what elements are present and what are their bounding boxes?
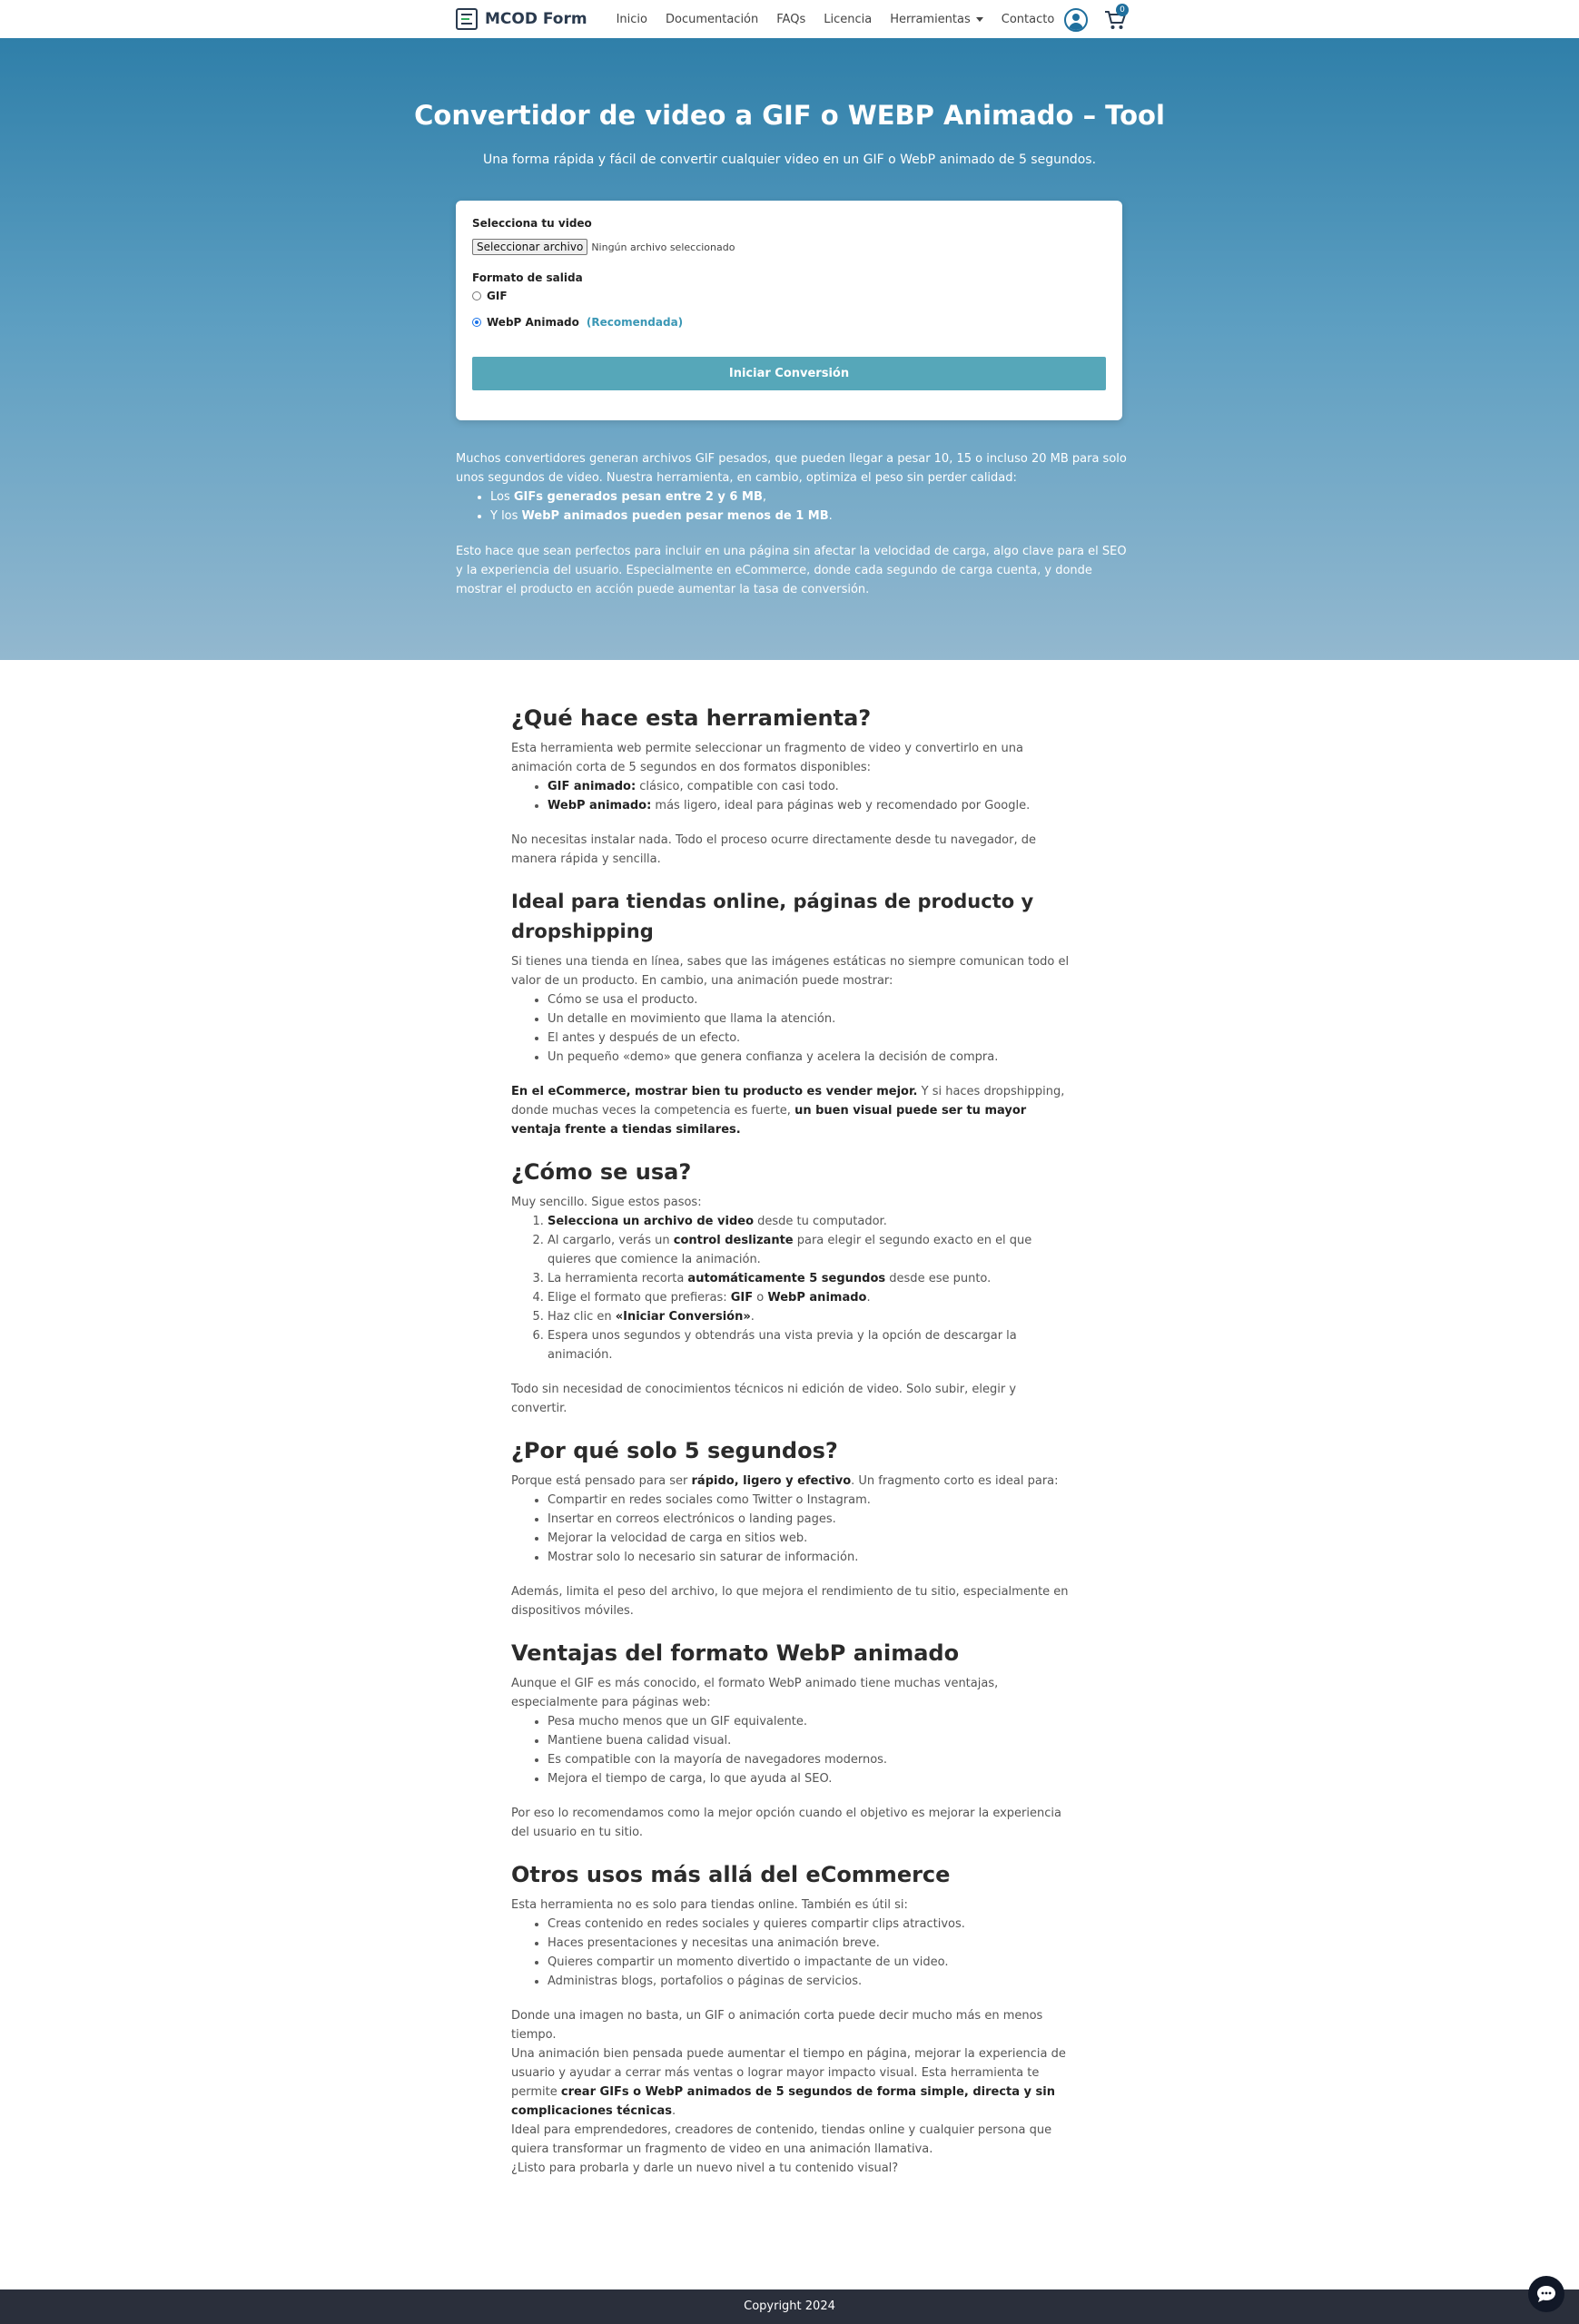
list-item: 4. Elige el formato que prefieras: GIF o WebP animado. [548,1288,1074,1307]
section-heading: ¿Qué hace esta herramienta? [511,705,872,731]
brand-logo[interactable] [456,8,587,30]
paragraph: Aunque el GIF es más conocido, el formato WebP animado tiene muchas ventajas, especialmente para páginas web: [511,1677,999,1709]
paragraph: Si tienes una tienda en línea, sabes que las imágenes estáticas no siempre comunican todo el valor de un producto. En cambio, una animación puede mostrar: [511,955,1070,988]
recommended-note: (Recomendada) [586,316,684,329]
paragraph: Esta herramienta web permite seleccionar un fragmento de video y convertirlo en una animación corta de 5 segundos en dos formatos disponibles: [511,742,1023,774]
paragraph: No necesitas instalar nada. Todo el proceso ocurre directamente desde tu navegador, de manera rápida y sencilla. [511,833,1036,866]
format-list [548,777,1074,815]
paragraph: En el eCommerce, mostrar bien tu producto es vender mejor. Y si haces dropshipping, donde muchas veces la competencia es fuerte, un buen visual puede ser tu mayor ventaja frente a tiendas similares. [511,1085,1065,1137]
hero-paragraph-1: Muchos convertidores generan archivos GIF pesados, que pueden llegar a pesar 10, 15 o incluso 20 MB para solo unos segundos de video. Nuestra herramienta, en cambio, optimiza el peso sin perder calidad: [456,452,1127,485]
format-option-webp[interactable] [472,316,683,329]
weight-list [490,487,1128,526]
reasons-list [548,1491,1074,1567]
list-item: • Mejora el tiempo de carga, lo que ayuda al SEO. [548,1769,1074,1788]
nav-item-herramientas[interactable] [890,13,983,26]
list-item: • El antes y después de un efecto. [548,1029,1074,1048]
chat-button[interactable] [1528,2276,1564,2312]
paragraph: Ideal para emprendedores, creadores de contenido, tiendas online y cualquier persona que quiera transformar un fragmento de video en una animación llamativa. [511,2123,1052,2156]
list-item: • Mostrar solo lo necesario sin saturar de información. [548,1548,1074,1567]
list-item: • Administras blogs, portafolios o páginas de servicios. [548,1972,1074,1991]
section-heading: Ideal para tiendas online, páginas de producto y dropshipping [511,891,1034,942]
conversion-form-card [456,201,1122,420]
webp-radio[interactable] [472,318,481,327]
list-item: 1. Selecciona un archivo de video desde tu computador. [548,1212,1074,1231]
list-item: • Quieres compartir un momento divertido o impactante de un video. [548,1953,1074,1972]
user-account-icon[interactable] [1064,8,1088,32]
paragraph: Por eso lo recomendamos como la mejor opción cuando el objetivo es mejorar la experiencia del usuario en tu sitio. [511,1807,1061,1839]
cart-count-badge: 0 [1116,4,1129,16]
list-item: • Creas contenido en redes sociales y quieres compartir clips atractivos. [548,1915,1074,1934]
start-conversion-button[interactable]: Iniciar Conversión [472,357,1106,390]
paragraph: Esta herramienta no es solo para tiendas online. También es útil si: [511,1898,908,1912]
hero-intro [456,449,1128,526]
nav-item-herramientas-label: Herramientas [890,12,971,26]
benefit-list [548,990,1074,1067]
brand-name: MCOD Form [485,10,587,28]
nav-item-faqs[interactable]: FAQs [776,12,806,26]
paragraph: Además, limita el peso del archivo, lo que mejora el rendimiento de tu sitio, especialmente en dispositivos móviles. [511,1585,1069,1618]
file-input [472,239,735,255]
page-subtitle: Una forma rápida y fácil de convertir cualquier video en un GIF o WebP animado de 5 segundos. [482,153,1097,167]
nav-item-documentacion[interactable]: Documentación [665,12,759,26]
nav-item-inicio[interactable]: Inicio [616,12,647,26]
list-item: • Insertar en correos electrónicos o landing pages. [548,1510,1074,1529]
section-heading: Ventajas del formato WebP animado [511,1640,960,1666]
format-option-gif[interactable] [472,290,508,302]
list-item: • Mantiene buena calidad visual. [548,1731,1074,1750]
chat-bubble-icon [1535,2284,1557,2304]
video-label: Selecciona tu video [472,217,592,230]
list-item: • Y los WebP animados pueden pesar menos de 1 MB. [490,507,1128,526]
page-title: Convertidor de video a GIF o WEBP Animado – Tool [414,100,1165,131]
list-item: • GIF animado: clásico, compatible con casi todo. [548,777,1074,796]
list-item: • Cómo se usa el producto. [548,990,1074,1009]
list-item: • Mejorar la velocidad de carga en sitios web. [548,1529,1074,1548]
list-item: 2. Al cargarlo, verás un control deslizante para elegir el segundo exacto en el que quieres que comience la animación. [548,1231,1074,1269]
list-item: • Haces presentaciones y necesitas una animación breve. [548,1934,1074,1953]
logo-icon [456,8,478,30]
file-status-text: Ningún archivo seleccionado [591,241,735,253]
top-navigation [0,0,1579,38]
paragraph: Porque está pensado para ser rápido, ligero y efectivo. Un fragmento corto es ideal para: [511,1474,1059,1488]
uses-list [548,1915,1074,1991]
paragraph: Todo sin necesidad de conocimientos técnicos ni edición de video. Solo subir, elegir y convertir. [511,1383,1017,1415]
list-item: 3. La herramienta recorta automáticamente 5 segundos desde ese punto. [548,1269,1074,1288]
copyright-text: Copyright 2024 [744,2299,835,2313]
list-item: • Compartir en redes sociales como Twitter o Instagram. [548,1491,1074,1510]
nav-item-contacto[interactable]: Contacto [1001,12,1055,26]
advantages-list [548,1712,1074,1788]
list-item: • Es compatible con la mayoría de navegadores modernos. [548,1750,1074,1769]
list-item: 6. Espera unos segundos y obtendrás una vista previa y la opción de descargar la animación. [548,1326,1074,1364]
main-menu [617,13,1073,26]
list-item: • WebP animado: más ligero, ideal para páginas web y recomendado por Google. [548,796,1074,815]
section-heading: ¿Cómo se usa? [511,1159,692,1185]
nav-item-licencia[interactable]: Licencia [824,12,873,26]
gif-option-label: GIF [487,290,508,302]
gif-radio[interactable] [472,291,481,300]
paragraph: Donde una imagen no basta, un GIF o animación corta puede decir mucho más en menos tiempo. [511,2009,1043,2042]
list-item: • Pesa mucho menos que un GIF equivalente. [548,1712,1074,1731]
webp-option-label: WebP Animado [487,316,579,329]
paragraph: ¿Listo para probarla y darle un nuevo nivel a tu contenido visual? [511,2162,899,2175]
list-item: 5. Haz clic en «Iniciar Conversión». [548,1307,1074,1326]
hero-paragraph-2: Esto hace que sean perfectos para incluir en una página sin afectar la velocidad de carga, algo clave para el SEO y la experiencia del usuario. Especialmente en eCommerce, donde cada segundo de carga cuenta, y donde mostrar el producto en acción puede aumentar la tasa de conversión. [456,545,1127,596]
steps-list [548,1212,1074,1364]
select-file-button[interactable]: Seleccionar archivo [472,239,587,255]
nav-container [456,0,1128,38]
chevron-down-icon [976,17,983,22]
hero-section [0,38,1579,660]
list-item: • Un detalle en movimiento que llama la atención. [548,1009,1074,1029]
section-heading: Otros usos más allá del eCommerce [511,1862,951,1887]
list-item: • Un pequeño «demo» que genera confianza y acelera la decisión de compra. [548,1048,1074,1067]
article-content [511,704,1074,2178]
section-heading: ¿Por qué solo 5 segundos? [511,1438,838,1463]
paragraph: Una animación bien pensada puede aumentar el tiempo en página, mejorar la experiencia de usuario y ayudar a cerrar más ventas o lograr mayor impacto visual. Esta herramienta te permite crear GIFs o WebP animados de 5 segundos de forma simple, directa y sin complicaciones técnicas. [511,2047,1066,2118]
list-item: • Los GIFs generados pesan entre 2 y 6 MB, [490,487,1128,507]
footer [0,2290,1579,2324]
paragraph: Muy sencillo. Sigue estos pasos: [511,1196,702,1209]
format-label: Formato de salida [472,271,583,284]
